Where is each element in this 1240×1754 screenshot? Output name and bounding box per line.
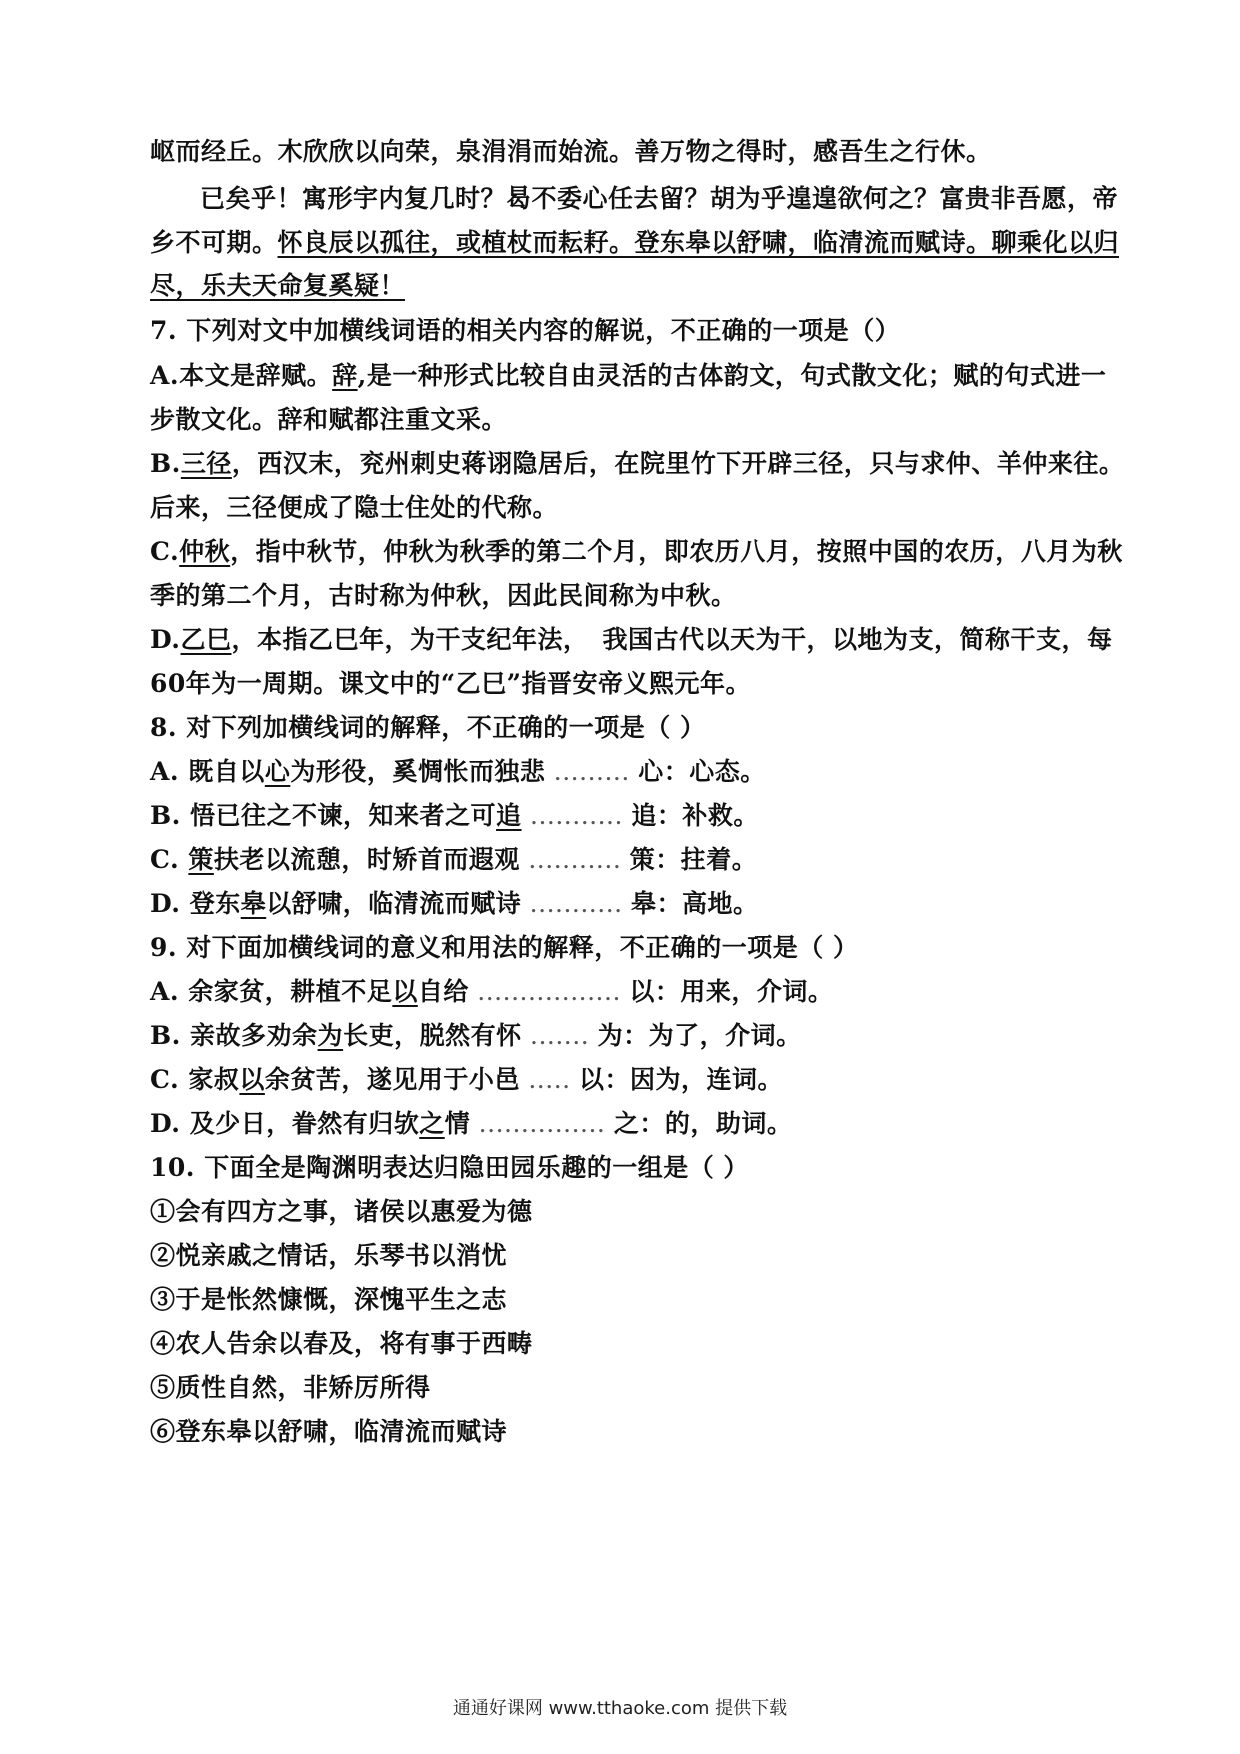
passage-line-1: 岖而经丘。木欣欣以向荣，泉涓涓而始流。善万物之得时，感吾生之行休。 bbox=[150, 137, 992, 166]
passage-line-2: 已矣乎！寓形宇内复几时？曷不委心任去留？胡为乎遑遑欲何之？富贵非吾愿，帝 bbox=[200, 184, 1119, 213]
q8-option-d: D. 登东皋以舒啸，临清流而赋诗 ........... 皋：高地。 bbox=[150, 889, 759, 918]
q7-option-c: C.仲秋，指中秋节，仲秋为秋季的第二个月，即农历八月，按照中国的农历，八月为秋 bbox=[150, 537, 1123, 566]
q7-option-a: A.本文是辞赋。辞,是一种形式比较自由灵活的古体韵文，句式散文化；赋的句式进一 bbox=[150, 361, 1107, 390]
q10-item-3: ③于是怅然慷慨，深愧平生之志 bbox=[150, 1285, 508, 1314]
question-7-stem: 7. 下列对文中加横线词语的相关内容的解说，不正确的一项是（） bbox=[150, 316, 901, 345]
passage-line-4 bbox=[150, 266, 1090, 306]
passage-line-3: 乡不可期。怀良辰以孤往，或植杖而耘耔。登东皋以舒啸，临清流而赋诗。聊乘化以归 bbox=[150, 228, 1120, 257]
q9-option-a: A. 余家贫，耕植不足以自给 ................. 以：用来，介词。 bbox=[150, 977, 834, 1006]
q10-item-1: ①会有四方之事，诸侯以惠爱为德 bbox=[150, 1197, 533, 1226]
q7-option-a-cont: 步散文化。辞和赋都注重文采。 bbox=[150, 405, 508, 434]
q7-option-d: D.乙巳，本指乙巳年，为干支纪年法， 我国古代以天为干，以地为支，简称干支，每 bbox=[150, 625, 1113, 654]
q9-option-c: C. 家叔以余贫苦，遂见用于小邑 ..... 以：因为，连词。 bbox=[150, 1065, 784, 1094]
q8-option-b: B. 悟已往之不谏，知来者之可追 ........... 追：补救。 bbox=[150, 801, 759, 830]
underlined-passage-text: 怀良辰以孤往，或植杖而耘耔。登东皋以舒啸，临清流而赋诗。聊乘化以归 bbox=[277, 228, 1120, 257]
question-8-stem: 8. 对下列加横线词的解释，不正确的一项是（ ） bbox=[150, 713, 706, 742]
question-9-stem: 9. 对下面加横线词的意义和用法的解释，不正确的一项是（ ） bbox=[150, 933, 859, 962]
q9-option-d: D. 及少日，眷然有归欤之情 ............... 之：的，助词。 bbox=[150, 1109, 793, 1138]
q8-option-a: A. 既自以心为形役，奚惆怅而独悲 ......... 心：心态。 bbox=[150, 757, 766, 786]
underlined-passage-text: 尽，乐夫天命复奚疑！ bbox=[150, 271, 406, 300]
q7-option-d-cont: 60年为一周期。课文中的“乙巳”指晋安帝义熙元年。 bbox=[150, 669, 752, 698]
q7-option-b-cont: 后来，三径便成了隐士住处的代称。 bbox=[150, 493, 559, 522]
q10-item-4: ④农人告余以春及，将有事于西畴 bbox=[150, 1329, 533, 1358]
question-10-stem: 10. 下面全是陶渊明表达归隐田园乐趣的一组是（ ） bbox=[150, 1153, 749, 1182]
q10-item-6: ⑥登东皋以舒啸，临清流而赋诗 bbox=[150, 1417, 508, 1446]
q7-option-c-cont: 季的第二个月，古时称为仲秋，因此民间称为中秋。 bbox=[150, 581, 737, 610]
q10-item-5: ⑤质性自然，非矫厉所得 bbox=[150, 1373, 431, 1402]
q8-option-c: C. 策扶老以流憩，时矫首而遐观 ........... 策：拄着。 bbox=[150, 845, 758, 874]
page-footer: 通通好课网 www.tthaoke.com 提供下载 bbox=[452, 1698, 788, 1719]
q7-option-b: B.三径，西汉末，兖州刺史蒋诩隐居后，在院里竹下开辟三径，只与求仲、羊仲来往。 bbox=[150, 449, 1125, 478]
q9-option-b: B. 亲故多劝余为长吏，脱然有怀 ....... 为：为了，介词。 bbox=[150, 1021, 802, 1050]
q10-item-2: ②悦亲戚之情话，乐琴书以消忧 bbox=[150, 1241, 508, 1270]
